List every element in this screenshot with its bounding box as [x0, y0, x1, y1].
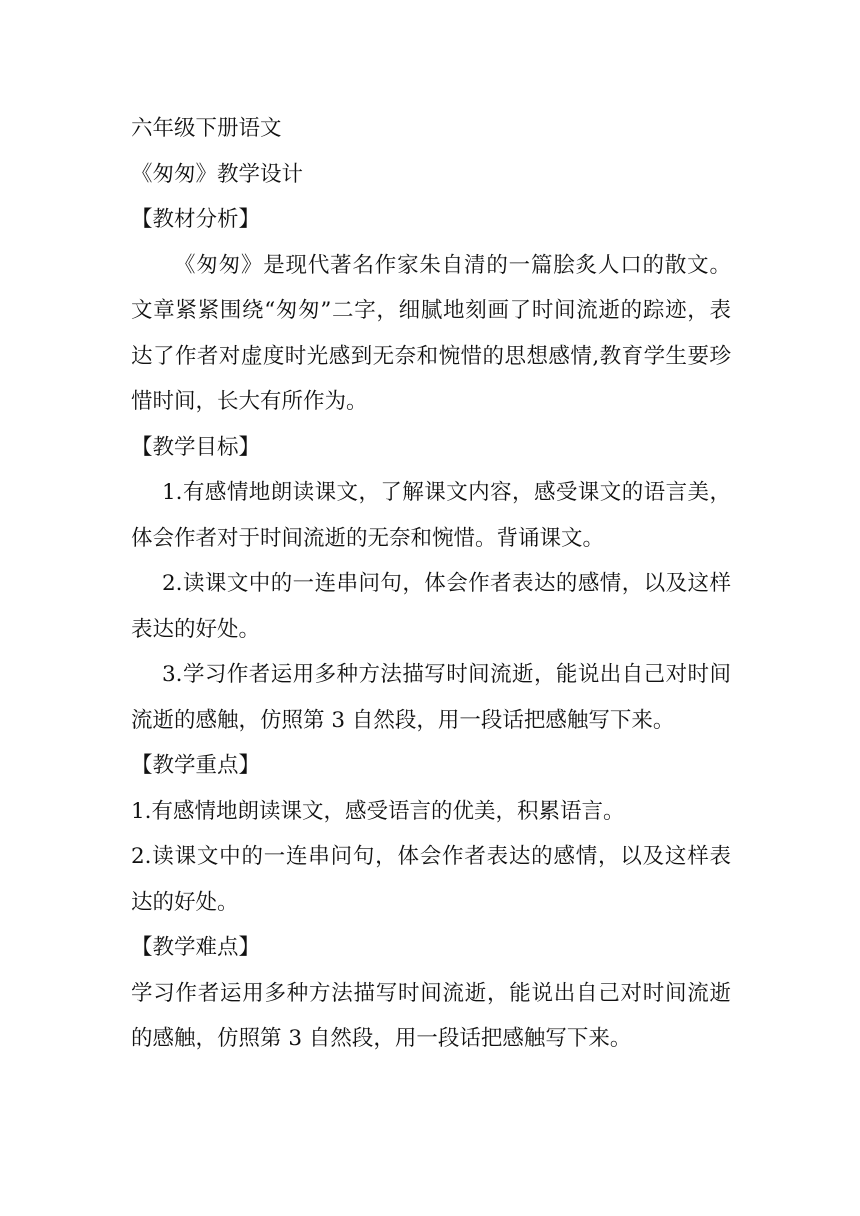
document-body — [131, 106, 731, 1062]
section-heading-analysis: 【教材分析】 — [131, 207, 261, 232]
key-point-item-1: 1.有感情地朗读课文，感受语言的优美，积累语言。 — [131, 798, 625, 824]
objective-item-2: 2.读课文中的一连串问句，体会作者表达的感情，以及这样表达的好处。 — [131, 571, 731, 642]
difficulties-paragraph: 学习作者运用多种方法描写时间流逝，能说出自己对时间流逝的感触，仿照第 3 自然段，用一段话把感触写下来。 — [131, 980, 731, 1051]
document-title: 《匆匆》教学设计 — [131, 161, 304, 187]
section-heading-key-points: 【教学重点】 — [131, 753, 261, 778]
analysis-paragraph: 《匆匆》是现代著名作家朱自清的一篇脍炙人口的散文。文章紧紧围绕“匆匆”二字，细腻地刻画了时间流逝的踪迹，表达了作者对虚度时光感到无奈和惋惜的思想感情,教育学生要珍惜时间，长大有所作为。 — [131, 252, 731, 414]
key-point-item-2: 2.读课文中的一连串问句，体会作者表达的感情，以及这样表达的好处。 — [131, 844, 731, 915]
grade-line: 六年级下册语文 — [131, 116, 282, 141]
objective-item-3: 3.学习作者运用多种方法描写时间流逝，能说出自己对时间流逝的感触，仿照第 3 自然段，用一段话把感触写下来。 — [131, 662, 731, 733]
section-heading-objectives: 【教学目标】 — [131, 434, 261, 460]
section-heading-difficulties: 【教学难点】 — [131, 935, 261, 960]
objective-item-1: 1.有感情地朗读课文，了解课文内容，感受课文的语言美，体会作者对于时间流逝的无奈和惋惜。背诵课文。 — [131, 480, 731, 551]
